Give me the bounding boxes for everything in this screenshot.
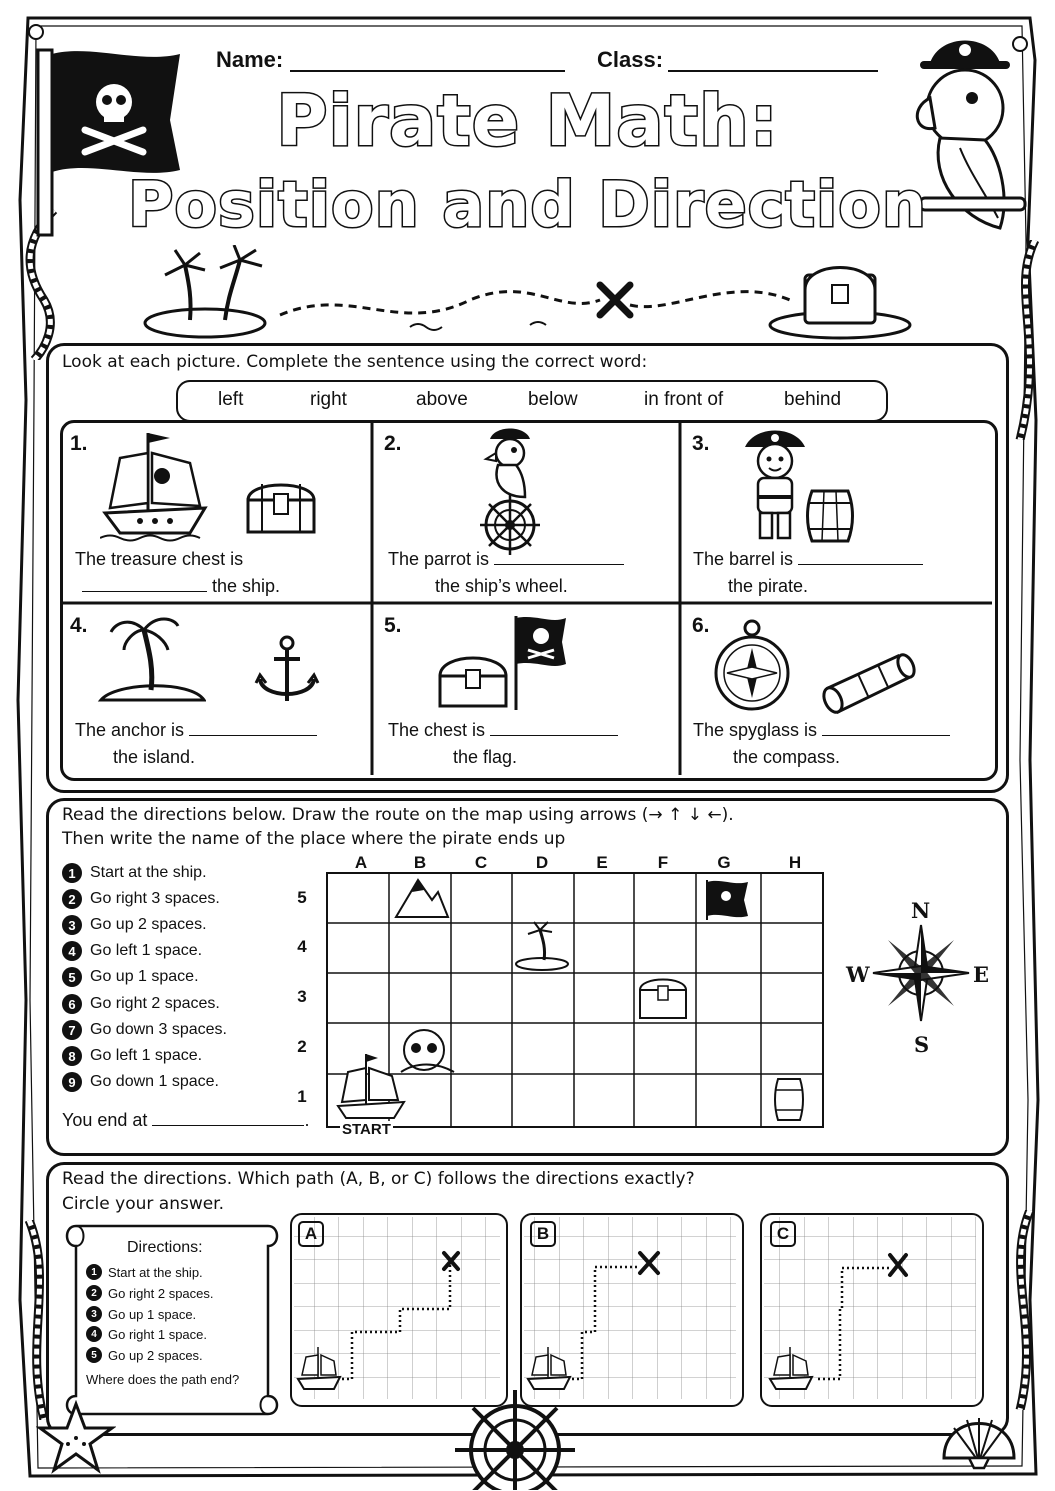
- answer-3-blank[interactable]: [798, 546, 923, 565]
- step-number: 7: [62, 1020, 82, 1040]
- chest-and-flag-icon: [436, 612, 570, 712]
- scroll-step-text: Go up 1 space.: [108, 1306, 197, 1322]
- route-step: [62, 1020, 227, 1040]
- question-2-text-line1: [388, 546, 624, 573]
- question-5-text-line1: [388, 717, 618, 744]
- step-number: 2: [62, 889, 82, 909]
- question-6-text-line1: [693, 717, 950, 744]
- word-below: below: [528, 389, 578, 410]
- grid-row-label: 2: [297, 1037, 307, 1056]
- scroll-step: [86, 1264, 203, 1280]
- grid-col-label: D: [535, 853, 549, 872]
- question-1-text-line1: The treasure chest is: [75, 549, 244, 569]
- word-left: left: [218, 389, 244, 410]
- question-2-text-line2: the ship’s wheel.: [435, 576, 568, 596]
- route-step: [62, 863, 207, 883]
- parrot-on-wheel-icon: [470, 425, 550, 555]
- step-text: Go up 2 spaces.: [90, 916, 207, 933]
- question-2-number: 2.: [384, 432, 402, 455]
- question-5-text-line1-label: The chest is: [388, 720, 486, 740]
- step-text: Go down 1 space.: [90, 1073, 219, 1090]
- question-3-text-line2: the pirate.: [728, 576, 809, 596]
- word-in-front-of: in front of: [644, 389, 724, 410]
- seashell-icon: [934, 1392, 1024, 1472]
- question-4-number: 4.: [70, 614, 88, 637]
- page-subtitle: Position and Direction: [127, 168, 928, 241]
- section2-instruction-1: Read the directions below. Draw the route on the map using arrows (→ ↑ ↓ ←).: [62, 805, 734, 825]
- scroll-step-number: 4: [86, 1326, 102, 1342]
- route-step: [62, 1072, 219, 1092]
- section1-instruction: Look at each picture. Complete the sentence using the correct word:: [62, 352, 648, 372]
- page-title: Pirate Math:: [276, 80, 779, 162]
- step-text: Go right 3 spaces.: [90, 890, 220, 907]
- treasure-chest-icon: [244, 478, 318, 536]
- island-icon: [96, 612, 206, 712]
- answer-5-blank[interactable]: [490, 717, 618, 736]
- grid-col-label: A: [354, 853, 368, 872]
- end-answer: [62, 1107, 309, 1131]
- answer-6-blank[interactable]: [822, 717, 950, 736]
- section2-instruction-2: Then write the name of the place where the pirate ends up: [62, 829, 566, 849]
- question-3-text-line1-label: The barrel is: [693, 549, 794, 569]
- name-field[interactable]: [290, 70, 565, 72]
- ship-icon: [100, 428, 210, 543]
- scroll-step-text: Go up 2 spaces.: [108, 1347, 203, 1363]
- grid-col-label: C: [474, 853, 488, 872]
- compass-south: S: [914, 1032, 930, 1057]
- grid-col-label: H: [788, 853, 802, 872]
- step-text: Go up 1 space.: [90, 968, 199, 985]
- grid-col-label: B: [413, 853, 427, 872]
- route-step: [62, 889, 220, 909]
- route-step: [62, 1046, 202, 1066]
- class-label: Class:: [597, 47, 664, 72]
- section3-instruction-2: Circle your answer.: [62, 1194, 225, 1214]
- compass-east: E: [973, 962, 990, 987]
- scroll-title: Directions:: [127, 1239, 203, 1256]
- start-label: START: [342, 1121, 391, 1138]
- ship-wheel-icon: [445, 1380, 585, 1490]
- question-4-text-line1-label: The anchor is: [75, 720, 185, 740]
- word-above: above: [416, 389, 468, 410]
- step-text: Go left 1 space.: [90, 1047, 203, 1064]
- route-step: [62, 915, 207, 935]
- answer-2-blank[interactable]: [494, 546, 624, 565]
- step-text: Go right 2 spaces.: [90, 995, 220, 1012]
- coordinate-grid[interactable]: [326, 872, 826, 1132]
- step-number: 6: [62, 994, 82, 1014]
- end-answer-blank[interactable]: [152, 1107, 304, 1126]
- grid-col-label: E: [596, 853, 608, 872]
- route-step: [62, 994, 220, 1014]
- route-step: [62, 941, 202, 961]
- question-1-text-line2-label: the ship.: [212, 576, 281, 596]
- grid-row-label: 5: [297, 888, 307, 907]
- step-number: 8: [62, 1046, 82, 1066]
- compass-north: N: [911, 898, 931, 923]
- route-step: [62, 967, 199, 987]
- treasure-map-strip: [130, 245, 920, 345]
- scroll-step-text: Go right 2 spaces.: [108, 1285, 214, 1301]
- scroll-question: Where does the path end?: [86, 1372, 240, 1387]
- compass-icon: [710, 618, 794, 712]
- name-label: Name:: [216, 47, 284, 72]
- scroll-step: [86, 1306, 196, 1322]
- question-4-text-line1: [75, 717, 317, 744]
- question-1-number: 1.: [70, 432, 88, 455]
- section3-instruction-1: Read the directions. Which path (A, B, or C) follows the directions exactly?: [62, 1169, 695, 1189]
- scroll-step-number: 5: [86, 1347, 102, 1363]
- step-text: Start at the ship.: [90, 864, 207, 881]
- question-3-text-line1: [693, 546, 923, 573]
- scroll-step-number: 2: [86, 1285, 102, 1301]
- path-a-label: A: [298, 1221, 324, 1247]
- question-5-number: 5.: [384, 614, 402, 637]
- end-period: .: [304, 1110, 310, 1130]
- step-number: 3: [62, 915, 82, 935]
- path-c-label: C: [770, 1221, 796, 1247]
- grid-col-label: F: [657, 853, 669, 872]
- answer-1-blank[interactable]: [82, 573, 207, 592]
- scroll-step-text: Start at the ship.: [108, 1264, 203, 1280]
- grid-col-label: G: [717, 853, 731, 872]
- question-6-text-line1-label: The spyglass is: [693, 720, 818, 740]
- end-label: You end at: [62, 1110, 148, 1130]
- grid-row-label: 1: [297, 1087, 307, 1106]
- rope-right: [1005, 240, 1050, 440]
- step-number: 9: [62, 1072, 82, 1092]
- anchor-icon: [254, 635, 320, 711]
- scroll-step: [86, 1347, 203, 1363]
- word-bank: [176, 380, 888, 422]
- compass-rose-icon: [868, 920, 978, 1030]
- question-3-number: 3.: [692, 432, 710, 455]
- step-number: 4: [62, 941, 82, 961]
- scroll-step-number: 3: [86, 1306, 102, 1322]
- question-4-text-line2: the island.: [113, 747, 196, 767]
- grid-row-label: 3: [297, 987, 307, 1006]
- step-number: 5: [62, 967, 82, 987]
- class-field[interactable]: [668, 70, 878, 72]
- pirate-icon: [740, 425, 810, 545]
- word-right: right: [310, 389, 347, 410]
- scroll-step-number: 1: [86, 1264, 102, 1280]
- compass-west: W: [846, 962, 870, 987]
- scroll-step: [86, 1285, 214, 1301]
- question-2-text-line1-label: The parrot is: [388, 549, 490, 569]
- barrel-icon: [806, 487, 854, 545]
- scroll-step-text: Go right 1 space.: [108, 1326, 207, 1342]
- question-6-text-line2: the compass.: [733, 747, 841, 767]
- grid-row-label: 4: [297, 937, 307, 956]
- step-text: Go down 3 spaces.: [90, 1021, 227, 1038]
- question-1-text-line2: [82, 573, 280, 600]
- word-behind: behind: [784, 389, 842, 410]
- step-number: 1: [62, 863, 82, 883]
- path-b-label: B: [530, 1221, 556, 1247]
- answer-4-blank[interactable]: [189, 717, 317, 736]
- step-text: Go left 1 space.: [90, 942, 203, 959]
- starfish-icon: [36, 1400, 116, 1475]
- path-grids: [290, 1213, 982, 1405]
- scroll-step: [86, 1326, 207, 1342]
- question-6-number: 6.: [692, 614, 710, 637]
- spyglass-icon: [818, 648, 924, 718]
- question-5-text-line2: the flag.: [453, 747, 518, 767]
